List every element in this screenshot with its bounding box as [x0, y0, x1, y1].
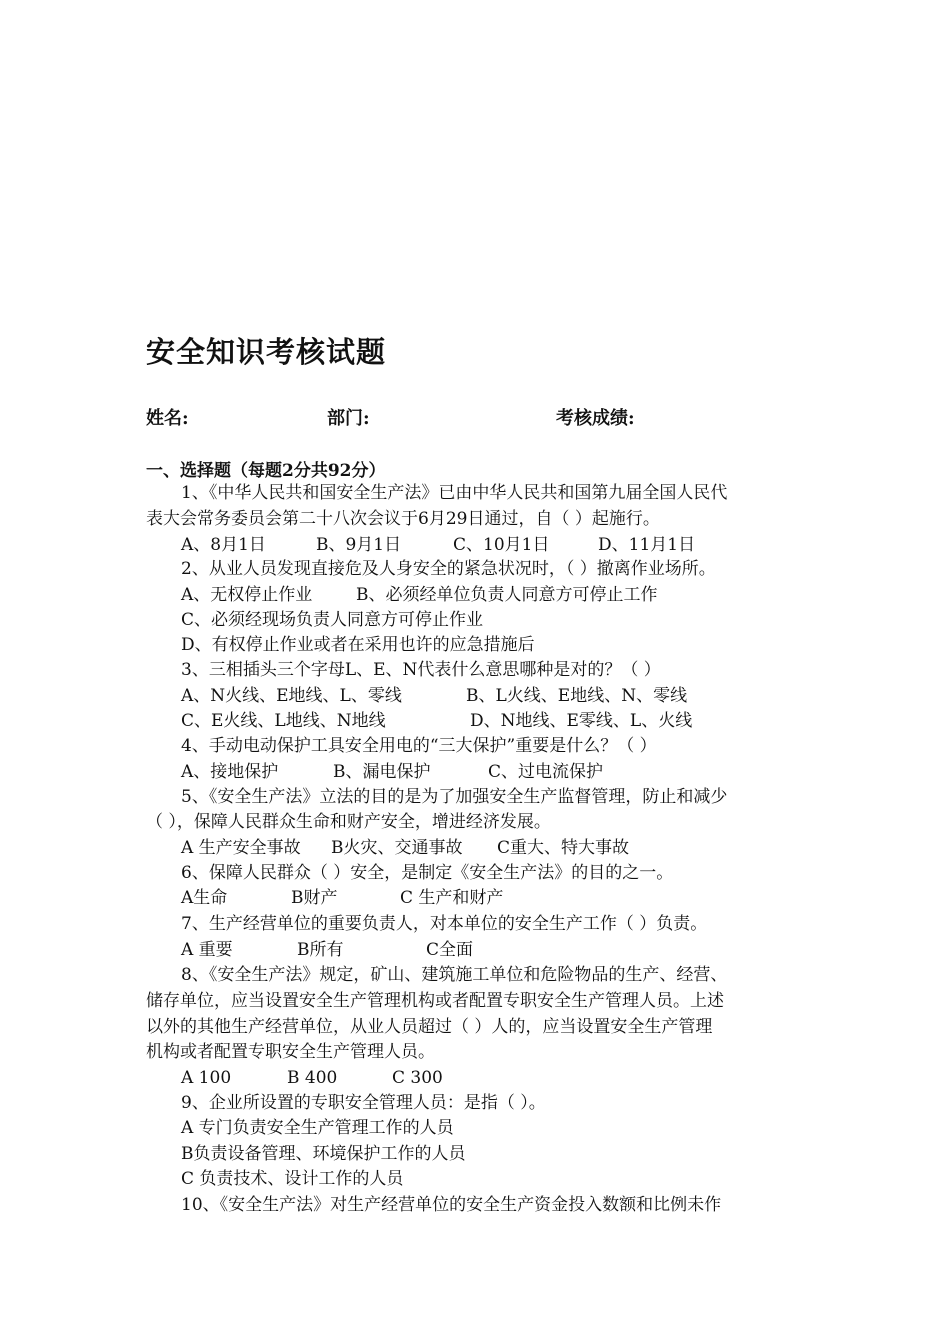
question-3-option-b: B、L火线、E地线、N、零线 — [466, 686, 688, 706]
question-4-option-c: C、过电流保护 — [488, 762, 604, 782]
question-8-line-3: 以外的其他生产经营单位，从业人员超过（ ）人的，应当设置安全生产管理 — [146, 1017, 713, 1037]
question-8-line-1: 8、《安全生产法》规定，矿山、建筑施工单位和危险物品的生产、经营、 — [181, 965, 728, 985]
question-7-option-a: A 重要 — [181, 940, 233, 960]
question-9-option-c: C 负责技术、设计工作的人员 — [181, 1169, 404, 1189]
question-8-line-4: 机构或者配置专职安全生产管理人员。 — [146, 1042, 435, 1062]
question-8-option-b: B 400 — [287, 1068, 338, 1088]
question-5-option-b: B火灾、交通事故 — [331, 838, 463, 858]
question-6-option-b: B财产 — [291, 888, 338, 908]
score-field-label: 考核成绩: — [556, 408, 635, 429]
question-8-option-c: C 300 — [392, 1068, 443, 1088]
question-7-option-c: C全面 — [426, 940, 474, 960]
question-3-option-d: D、N地线、E零线、L、火线 — [470, 711, 693, 731]
question-5-option-c: C重大、特大事故 — [497, 838, 630, 858]
question-3-text: 3、三相插头三个字母L、E、N代表什么意思哪种是对的？（ ） — [181, 660, 661, 680]
question-3-option-c: C、E火线、L地线、N地线 — [181, 711, 386, 731]
question-8-option-a: A 100 — [181, 1068, 232, 1088]
question-7-option-b: B所有 — [297, 940, 344, 960]
question-1-line-2: 表大会常务委员会第二十八次会议于6月29日通过，自（ ）起施行。 — [146, 509, 660, 529]
question-2-option-d: D、有权停止作业或者在采用也许的应急措施后 — [181, 635, 535, 655]
question-2-option-a: A、无权停止作业 — [181, 585, 313, 605]
question-5-line-2: （ ），保障人民群众生命和财产安全，增进经济发展。 — [146, 812, 551, 832]
question-1-option-b: B、9月1日 — [316, 535, 402, 555]
question-9-option-a: A 专门负责安全生产管理工作的人员 — [181, 1118, 454, 1138]
department-field-label: 部门: — [327, 408, 370, 429]
name-field-label: 姓名: — [146, 408, 189, 429]
question-1-option-d: D、11月1日 — [598, 535, 696, 555]
section-heading-choice: 一、选择题（每题2分共92分） — [146, 461, 386, 481]
question-2-text: 2、从业人员发现直接危及人身安全的紧急状况时，（ ）撤离作业场所。 — [181, 559, 716, 579]
question-10-line-1: 10、《安全生产法》对生产经营单位的安全生产资金投入数额和比例未作 — [181, 1195, 722, 1215]
question-1-line-1: 1、《中华人民共和国安全生产法》已由中华人民共和国第九届全国人民代 — [181, 483, 728, 503]
question-7-text: 7、生产经营单位的重要负责人，对本单位的安全生产工作（ ）负责。 — [181, 914, 708, 934]
question-6-text: 6、保障人民群众（ ）安全，是制定《安全生产法》的目的之一。 — [181, 863, 674, 883]
question-2-option-c: C、必须经现场负责人同意方可停止作业 — [181, 610, 484, 630]
page-title: 安全知识考核试题 — [146, 335, 387, 369]
question-4-text: 4、手动电动保护工具安全用电的“三大保护”重要是什么？（ ） — [181, 736, 657, 756]
question-1-option-c: C、10月1日 — [453, 535, 550, 555]
question-9-text: 9、企业所设置的专职安全管理人员：是指（ ）。 — [181, 1093, 546, 1113]
question-1-option-a: A、8月1日 — [181, 535, 266, 555]
question-6-option-c: C 生产和财产 — [400, 888, 504, 908]
question-4-option-b: B、漏电保护 — [333, 762, 431, 782]
question-3-option-a: A、N火线、E地线、L、零线 — [181, 686, 402, 706]
question-4-option-a: A、接地保护 — [181, 762, 279, 782]
question-8-line-2: 储存单位，应当设置安全生产管理机构或者配置专职安全生产管理人员。上述 — [146, 991, 724, 1011]
question-2-option-b: B、必须经单位负责人同意方可停止工作 — [356, 585, 658, 605]
question-9-option-b: B负责设备管理、环境保护工作的人员 — [181, 1144, 466, 1164]
question-6-option-a: A生命 — [181, 888, 228, 908]
question-5-option-a: A 生产安全事故 — [181, 838, 301, 858]
question-5-line-1: 5、《安全生产法》立法的目的是为了加强安全生产监督管理，防止和减少 — [181, 787, 728, 807]
